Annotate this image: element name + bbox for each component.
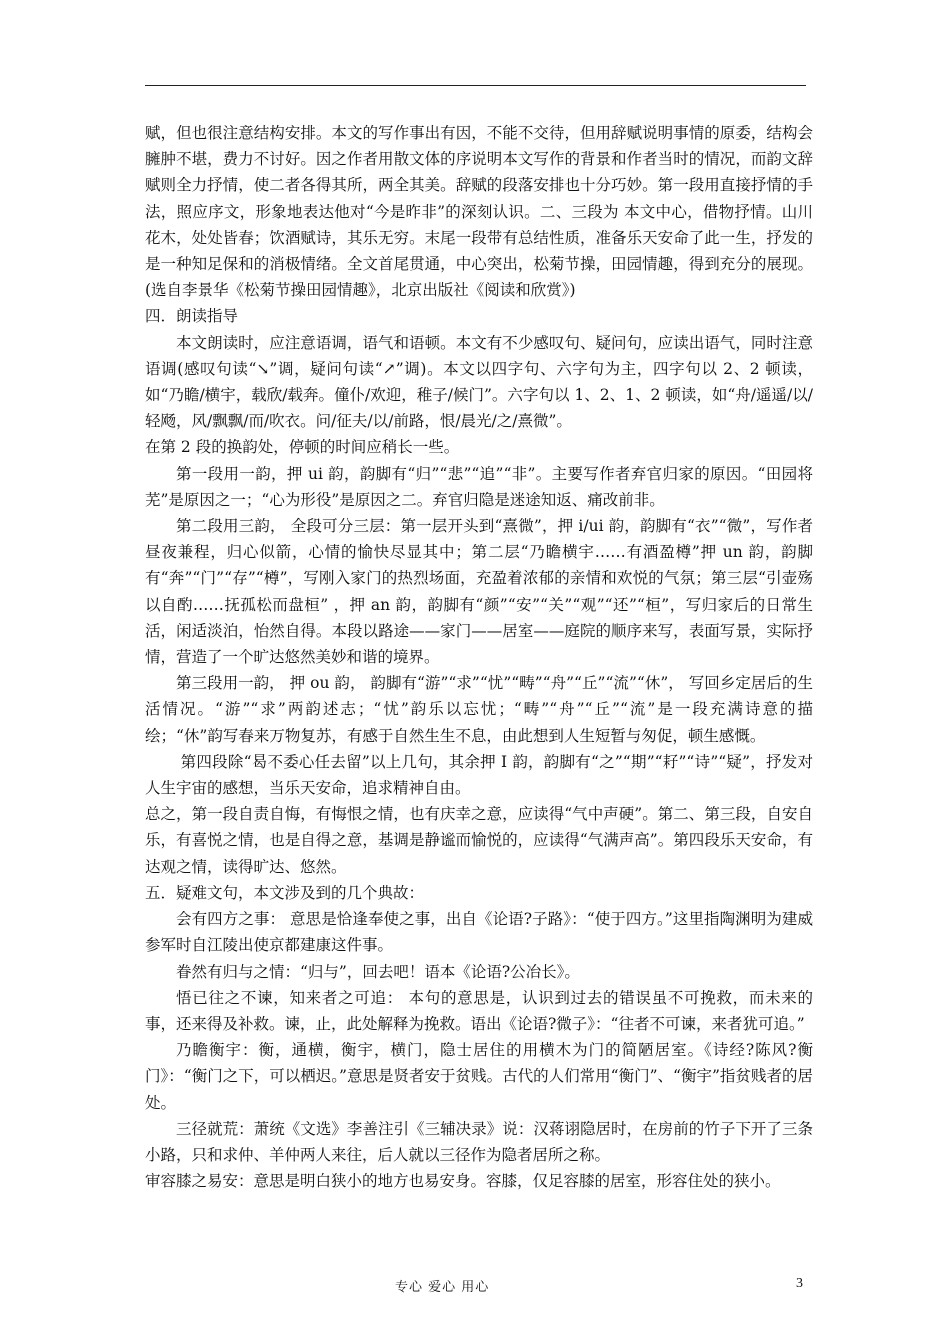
paragraph: 会有四方之事： 意思是恰逢奉使之事，出自《论语?子路》：“使于四方。”这里指陶渊明为建威参军时自江陵出使京都建康这件事。 [145, 910, 813, 955]
paragraph: 三径就荒：萧统《文选》李善注引《三辅决录》说：汉蒋诩隐居时，在房前的竹子下开了三条小路，只和求仲、羊仲两人来往，后人就以三径作为隐者居所之称。 [145, 1119, 813, 1164]
paragraph: 在第 2 段的换韵处，停顿的时间应稍长一些。 [145, 438, 460, 457]
paragraph: 赋，但也很注意结构安排。本文的写作事出有因，不能不交待，但用辞赋说明事情的原委，结构会臃肿不堪，费力不讨好。因之作者用散文体的序说明本文写作的背景和作者当时的情况，而韵文辞赋则全力抒情，使二者各得其所，两全其美。辞赋的段落安排也十分巧妙。第一段用直接抒情的手法，照应序文，形象地表达他对“今是昨非”的深刻认识。二、三段为 本文中心，借物抒情。山川花木，处处皆春；饮酒赋诗，其乐无穷。末尾一段带有总结性质，准备乐天安命了此一生，抒发的是一种知足保和的消极情绪。全文首尾贯通，中心突出，松菊节操，田园情趣，得到充分的展现。(选自李景华《松菊节操田园情趣》，北京出版社《阅读和欣赏》) [145, 124, 813, 300]
section-heading: 四．朗读指导 [145, 307, 239, 326]
paragraph: 眷然有归与之情：“归与”，回去吧！语本《论语?公冶长》。 [176, 962, 580, 981]
paragraph: 第四段除“曷不委心任去留”以上几句，其余押 I 韵，韵脚有“之”“期”“耔”“诗”“疑”，抒发对人生宇宙的感想，当乐天安命，追求精神自由。 [145, 752, 813, 798]
page-footer [0, 1276, 950, 1296]
paragraph: 第三段用一韵， 押 ou 韵， 韵脚有“游”“求”“忧”“畴”“舟”“丘”“流”“休”， 写回乡定居后的生活情况。“游”“求”两韵述志；“忧”韵乐以忘忧；“畴”“舟”“丘”“流”是一段充满诗意的描绘；“休”韵写春来万物复苏，有感于自然生生不息，由此想到人生短暂与匆促，顿生感慨。 [145, 674, 813, 745]
paragraph: 第二段用三韵， 全段可分三层：第一层开头到“熹微”，押 i/ui 韵，韵脚有“衣”“微”，写作者昼夜兼程，归心似箭，心情的愉快尽显其中；第二层“乃瞻横宇……有酒盈樽”押 un 韵，韵脚有“奔”“门”“存”“樽”，写刚入家门的热烈场面，充盈着浓郁的亲情和欢悦的气氛；第三层“引壶殇以自酌……抚孤松而盘桓” ，押 an 韵，韵脚有“颜”“安”“关”“观”“还”“桓”，写归家后的日常生活，闲适淡泊，怡然自得。本段以路途——家门——居室——庭院的顺序来写，表面写景，实际抒情，营造了一个旷达悠然美妙和谐的境界。 [145, 517, 813, 667]
document-body [145, 120, 813, 1194]
paragraph: 总之，第一段自责自悔，有悔恨之情，也有庆幸之意，应读得“气中声硬”。第二、第三段，自安自乐，有喜悦之情，也是自得之意，基调是静谧而愉悦的，应读得“气满声高”。第四段乐天安命，有达观之情，读得旷达、悠然。 [145, 805, 813, 876]
footer-text: 专心 爱心 用心 [395, 1280, 490, 1295]
paragraph: 第一段用一韵，押 ui 韵，韵脚有“归”“悲”“追”“非”。主要写作者弃官归家的原因。“田园将芜”是原因之一；“心为形役”是原因之二。弃官归隐是迷途知返、痛改前非。 [145, 464, 813, 509]
paragraph: 乃瞻衡宇：衡，通横，衡宇，横门，隐士居住的用横木为门的简陋居室。《诗经?陈风?衡门》：“衡门之下，可以栖迟。”意思是贤者安于贫贱。古代的人们常用“衡门”、“衡宇”指贫贱者的居处。 [145, 1041, 813, 1112]
paragraph: 审容膝之易安：意思是明白狭小的地方也易安身。容膝，仅足容膝的居室，形容住处的狭小。 [145, 1172, 781, 1191]
header-rule [145, 85, 806, 86]
page-number: 3 [796, 1276, 803, 1291]
paragraph: 悟已往之不谏，知来者之可追： 本句的意思是，认识到过去的错误虽不可挽救，而未来的事，还来得及补救。谏，止，此处解释为挽救。语出《论语?微子》：“往者不可谏，来者犹可追。” [145, 988, 813, 1033]
paragraph: 本文朗读时，应注意语调，语气和语顿。本文有不少感叹句、疑问句，应读出语气，同时注意语调(感叹句读“↘”调，疑问句读“↗”调)。本文以四字句、六字句为主，四字句以 2、2 顿读，如“乃瞻/横宇，载欣/载奔。僮仆/欢迎，稚子/候门”。六字句以 1、2、1、2 顿读，如“舟/遥遥/以/轻飏，风/飘飘/而/吹衣。问/征夫/以/前路，恨/晨光/之/熹微”。 [145, 333, 813, 431]
section-heading: 五．疑难文句，本文涉及到的几个典故： [145, 883, 425, 902]
